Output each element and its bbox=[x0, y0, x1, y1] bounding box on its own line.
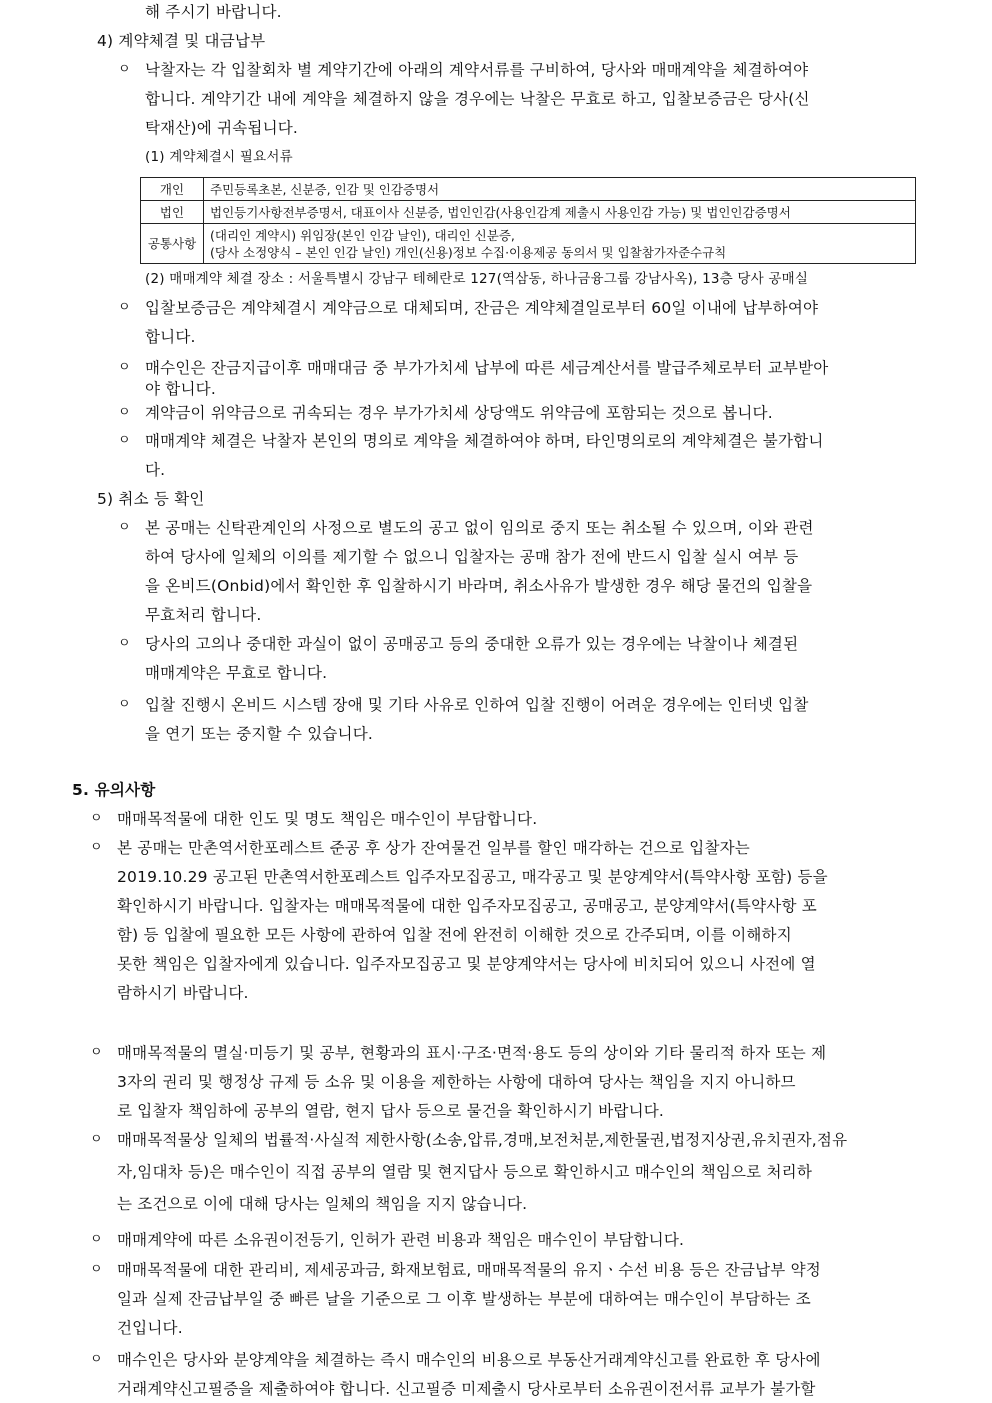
text-line: 건입니다. bbox=[117, 1319, 183, 1337]
bullet-icon: ㅇ bbox=[118, 62, 131, 77]
bullet-icon: ㅇ bbox=[90, 1352, 103, 1367]
text-line: 3자의 권리 및 행정상 규제 등 소유 및 이용을 제한하는 사항에 대하여 당사는 책임을 지지 아니하므 bbox=[117, 1073, 796, 1091]
text-line: 탁재산)에 귀속됩니다. bbox=[145, 119, 299, 137]
table-value: 주민등록초본, 신분증, 인감 및 인감증명서 bbox=[204, 178, 916, 201]
bullet-icon: ㅇ bbox=[118, 636, 131, 651]
text-line: 다. bbox=[145, 461, 166, 479]
bullet-icon: ㅇ bbox=[118, 697, 131, 712]
text-line: 매수인은 당사와 분양계약을 체결하는 즉시 매수인의 비용으로 부동산거래계약신고를 완료한 후 당사에 bbox=[117, 1351, 821, 1369]
text-line: 로 입찰자 책임하에 공부의 열람, 현지 답사 등으로 물건을 확인하시기 바랍니다. bbox=[117, 1102, 665, 1120]
bullet-icon: ㅇ bbox=[90, 1262, 103, 1277]
text-line: 일과 실제 잔금납부일 중 빠른 날을 기준으로 그 이후 발생하는 부분에 대하여는 매수인이 부담하는 조 bbox=[117, 1290, 811, 1308]
text-line: 해 주시기 바랍니다. bbox=[145, 3, 282, 21]
table-value bbox=[204, 224, 916, 264]
table-key: 공통사항 bbox=[141, 224, 204, 264]
bullet-icon: ㅇ bbox=[90, 811, 103, 826]
bullet-icon: ㅇ bbox=[118, 433, 131, 448]
bullet-icon: ㅇ bbox=[90, 1132, 103, 1147]
bullet-icon: ㅇ bbox=[118, 300, 131, 315]
table-key: 법인 bbox=[141, 201, 204, 224]
table-row bbox=[141, 224, 916, 264]
bullet-icon: ㅇ bbox=[118, 405, 131, 420]
bullet-icon: ㅇ bbox=[118, 360, 131, 375]
text-line: 확인하시기 바랍니다. 입찰자는 매매목적물에 대한 입주자모집공고, 공매공고, 분양계약서(특약사항 포 bbox=[117, 897, 817, 915]
text-line: 당사의 고의나 중대한 과실이 없이 공매공고 등의 중대한 오류가 있는 경우에는 낙찰이나 체결된 bbox=[145, 635, 799, 653]
text-line: 매매목적물에 대한 인도 및 명도 책임은 매수인이 부담합니다. bbox=[117, 810, 538, 828]
text-line: 입찰보증금은 계약체결시 계약금으로 대체되며, 잔금은 계약체결일로부터 60일 이내에 납부하여야 bbox=[145, 299, 819, 317]
text-line: 자,임대차 등)은 매수인이 직접 공부의 열람 및 현지답사 등으로 확인하시고 매수인의 책임으로 처리하 bbox=[117, 1163, 812, 1181]
text-line: 하여 당사에 일체의 이의를 제기할 수 없으니 입찰자는 공매 참가 전에 반드시 입찰 실시 여부 등 bbox=[145, 548, 799, 566]
text-line: 람하시기 바랍니다. bbox=[117, 984, 249, 1002]
required-documents-table bbox=[140, 177, 916, 264]
text-line: 매매계약은 무효로 합니다. bbox=[145, 664, 328, 682]
bullet-icon: ㅇ bbox=[118, 520, 131, 535]
text-line: 본 공매는 만촌역서한포레스트 준공 후 상가 잔여물건 일부를 할인 매각하는 건으로 입찰자는 bbox=[117, 839, 750, 857]
table-value-line: (대리인 계약시) 위임장(본인 인감 날인), 대리인 신분증, bbox=[210, 227, 515, 243]
text-line: 본 공매는 신탁관계인의 사정으로 별도의 공고 없이 임의로 중지 또는 취소될 수 있으며, 이와 관련 bbox=[145, 519, 814, 537]
text-line: 합니다. bbox=[145, 328, 196, 346]
text-line: 을 연기 또는 중지할 수 있습니다. bbox=[145, 725, 374, 743]
section-title-cautions: 5. 유의사항 bbox=[72, 781, 156, 799]
text-line: 입찰 진행시 온비드 시스템 장애 및 기타 사유로 인하여 입찰 진행이 어려운 경우에는 인터넷 입찰 bbox=[145, 696, 809, 714]
text-line: 2019.10.29 공고된 만촌역서한포레스트 입주자모집공고, 매각공고 및 분양계약서(특약사항 포함) 등을 bbox=[117, 868, 828, 886]
text-line: 낙찰자는 각 입찰회차 별 계약기간에 아래의 계약서류를 구비하여, 당사와 매매계약을 체결하여야 bbox=[145, 61, 809, 79]
text-line: 야 합니다. bbox=[145, 380, 216, 398]
bullet-icon: ㅇ bbox=[90, 1045, 103, 1060]
text-line: (2) 매매계약 체결 장소 : 서울특별시 강남구 테헤란로 127(역삼동, 하나금융그룹 강남사옥), 13층 당사 공매실 bbox=[145, 271, 809, 287]
text-line: 는 조건으로 이에 대해 당사는 일체의 책임을 지지 않습니다. bbox=[117, 1195, 528, 1213]
text-line: 계약금이 위약금으로 귀속되는 경우 부가가치세 상당액도 위약금에 포함되는 것으로 봅니다. bbox=[145, 404, 773, 422]
bullet-icon: ㅇ bbox=[90, 1232, 103, 1247]
text-line: 매매계약에 따른 소유권이전등기, 인허가 관련 비용과 책임은 매수인이 부담합니다. bbox=[117, 1231, 685, 1249]
bullet-icon: ㅇ bbox=[90, 840, 103, 855]
text-line: 무효처리 합니다. bbox=[145, 606, 262, 624]
section-heading-4: 4) 계약체결 및 대금납부 bbox=[97, 32, 266, 50]
text-line: 합니다. 계약기간 내에 계약을 체결하지 않을 경우에는 낙찰은 무효로 하고, 입찰보증금은 당사(신 bbox=[145, 90, 810, 108]
text-line: 매수인은 잔금지급이후 매매대금 중 부가가치세 납부에 따른 세금계산서를 발급주체로부터 교부받아 bbox=[145, 359, 829, 377]
text-line: 매매목적물에 대한 관리비, 제세공과금, 화재보험료, 매매목적물의 유지ㆍ수선 비용 등은 잔금납부 약정 bbox=[117, 1261, 821, 1279]
table-value-line: (당사 소정양식 – 본인 인감 날인) 개인(신용)정보 수집·이용제공 동의서 및 입찰참가자준수규칙 bbox=[210, 244, 727, 260]
text-line: 함) 등 입찰에 필요한 모든 사항에 관하여 입찰 전에 완전히 이해한 것으로 간주되며, 이를 이해하지 bbox=[117, 926, 792, 944]
table-value: 법인등기사항전부증명서, 대표이사 신분증, 법인인감(사용인감계 제출시 사용인감 가능) 및 법인인감증명서 bbox=[204, 201, 916, 224]
text-line: 을 온비드(Onbid)에서 확인한 후 입찰하시기 바라며, 취소사유가 발생한 경우 해당 물건의 입찰을 bbox=[145, 577, 813, 595]
section-heading-5: 5) 취소 등 확인 bbox=[97, 490, 205, 508]
table-key: 개인 bbox=[141, 178, 204, 201]
text-line: 매매목적물상 일체의 법률적·사실적 제한사항(소송,압류,경매,보전처분,제한물권,법정지상권,유치권자,점유 bbox=[117, 1131, 848, 1149]
table-row bbox=[141, 201, 916, 224]
text-line: 거래계약신고필증을 제출하여야 합니다. 신고필증 미제출시 당사로부터 소유권이전서류 교부가 불가할 bbox=[117, 1380, 816, 1398]
table-row bbox=[141, 178, 916, 201]
text-line: 매매목적물의 멸실·미등기 및 공부, 현황과의 표시·구조·면적·용도 등의 상이와 기타 물리적 하자 또는 제 bbox=[117, 1044, 827, 1062]
text-line: 매매계약 체결은 낙찰자 본인의 명의로 계약을 체결하여야 하며, 타인명의로의 계약체결은 불가합니 bbox=[145, 432, 824, 450]
subheading: (1) 계약체결시 필요서류 bbox=[145, 149, 293, 165]
text-line: 못한 책임은 입찰자에게 있습니다. 입주자모집공고 및 분양계약서는 당사에 비치되어 있으니 사전에 열 bbox=[117, 955, 816, 973]
